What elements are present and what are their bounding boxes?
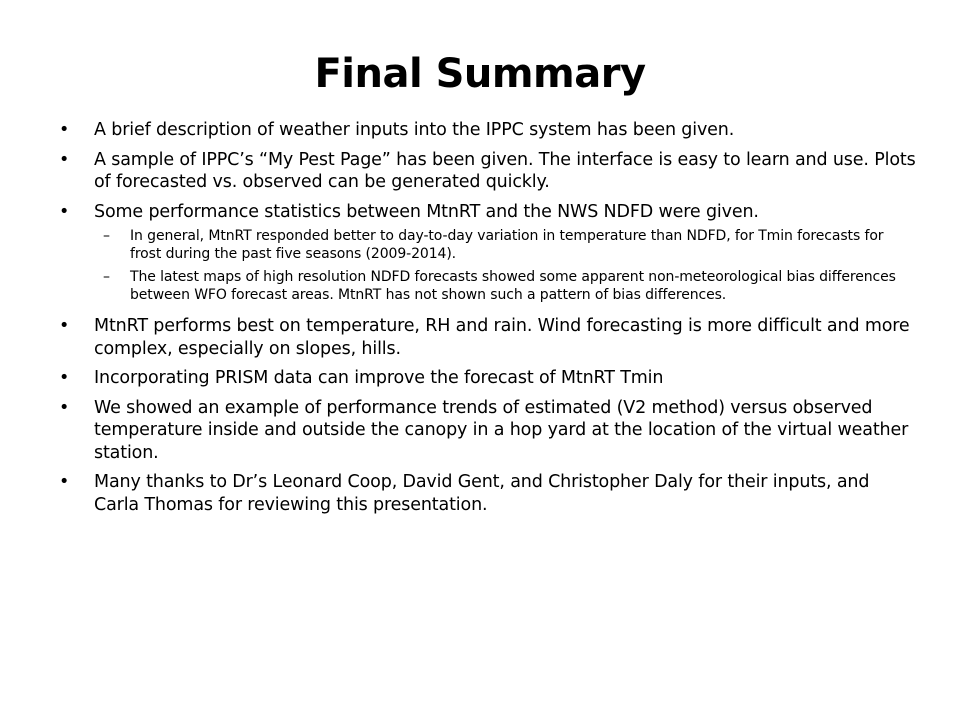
bullet-text: MtnRT performs best on temperature, RH and rain. Wind forecasting is more difficult and more complex, especially on slopes, hills. bbox=[94, 316, 910, 359]
sub-bullet-text: The latest maps of high resolution NDFD forecasts showed some apparent non-meteorological bias differences between WFO forecast areas. MtnRT has not shown such a pattern of bias differences. bbox=[130, 269, 896, 303]
sub-bullet-item bbox=[103, 227, 919, 263]
bullet-item bbox=[59, 149, 919, 194]
bullet-text: We showed an example of performance trends of estimated (V2 method) versus observed temperature inside and outside the canopy in a hop yard at the location of the virtual weather station. bbox=[94, 397, 909, 463]
bullet-item bbox=[59, 201, 919, 224]
bullet-item bbox=[59, 397, 919, 465]
bullet-marker: • bbox=[59, 120, 70, 140]
bullet-text: Some performance statistics between MtnRT and the NWS NDFD were given. bbox=[94, 201, 759, 222]
bullet-marker: • bbox=[59, 201, 70, 222]
bullet-item bbox=[59, 367, 919, 390]
bullet-marker: • bbox=[59, 368, 70, 388]
bullet-marker: • bbox=[59, 472, 70, 492]
bullet-text: Incorporating PRISM data can improve the forecast of MtnRT Tmin bbox=[94, 368, 664, 388]
bullet-marker: • bbox=[59, 149, 70, 170]
sub-bullet-list bbox=[59, 227, 919, 304]
sub-bullet-marker: – bbox=[103, 269, 110, 285]
bullet-item bbox=[59, 119, 919, 142]
sub-bullet-marker: – bbox=[103, 228, 110, 244]
bullet-text: Many thanks to Dr’s Leonard Coop, David Gent, and Christopher Daly for their inputs, and Carla Thomas for reviewing this presentation. bbox=[94, 472, 870, 515]
bullet-list bbox=[59, 119, 919, 523]
slide-title: Final Summary bbox=[314, 51, 646, 97]
bullet-text: A sample of IPPC’s “My Pest Page” has been given. The interface is easy to learn and use. Plots of forecasted vs. observed can be generated quickly. bbox=[94, 149, 916, 192]
bullet-item bbox=[59, 315, 919, 360]
bullet-marker: • bbox=[59, 316, 70, 336]
bullet-item bbox=[59, 471, 919, 516]
sub-bullet-text: In general, MtnRT responded better to day-to-day variation in temperature than NDFD, for Tmin forecasts for frost during the past five seasons (2009-2014). bbox=[130, 228, 884, 262]
bullet-marker: • bbox=[59, 397, 70, 418]
bullet-text: A brief description of weather inputs into the IPPC system has been given. bbox=[94, 120, 735, 140]
sub-bullet-item bbox=[103, 268, 919, 304]
